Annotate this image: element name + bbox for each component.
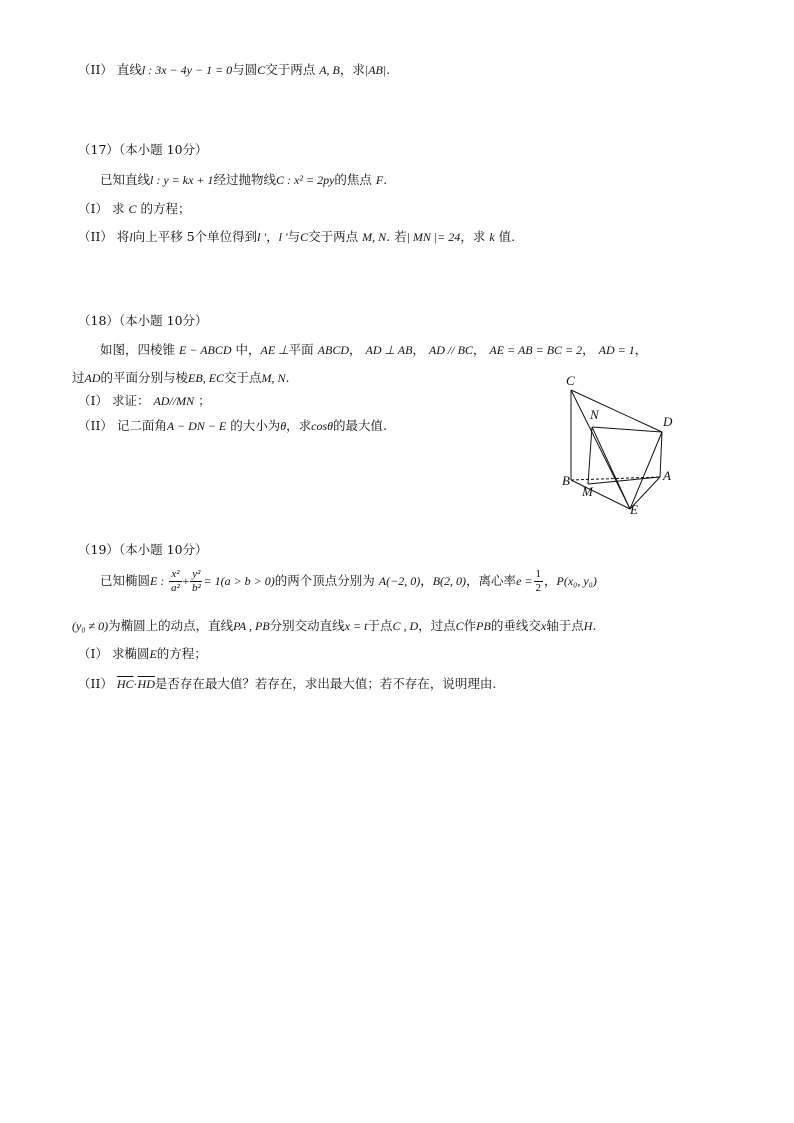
math: AD ⊥ AB (365, 343, 413, 357)
math: E (149, 647, 157, 661)
segment-ma (588, 477, 660, 484)
math: C (128, 202, 137, 216)
text: 直线 (116, 62, 142, 77)
label-d: D (663, 414, 673, 429)
text: 已知椭圆 (100, 573, 151, 588)
line-equation: l : y = kx + 1 (150, 173, 214, 187)
q19-header: （19）（本小题 10分） (78, 542, 208, 557)
text: 交于点 (224, 370, 262, 385)
math: AE = AB = BC = 2 (489, 343, 583, 357)
text: 的大小为 (230, 418, 281, 433)
part-tag: （I） (78, 201, 108, 216)
circle-name: C (257, 63, 266, 77)
text: ， (349, 342, 362, 357)
math: EB, EC (188, 371, 225, 385)
q18-part1 (78, 393, 211, 409)
math: ABCD (317, 343, 350, 357)
numerator: x² (171, 568, 180, 580)
text: 求 (111, 201, 125, 216)
q19-part1 (78, 646, 207, 662)
segment-ne (592, 427, 630, 509)
dot-operator: · (133, 677, 138, 691)
text: 的焦点 (334, 172, 372, 187)
text: ，求 (286, 418, 312, 433)
text: . (285, 370, 290, 385)
label-a: A (663, 468, 671, 483)
math: k (489, 230, 495, 244)
text: ， (266, 229, 279, 244)
math: x = t (344, 619, 368, 633)
math: l ′ (257, 230, 267, 244)
text: 与圆 (232, 62, 258, 77)
q17-part2 (78, 229, 515, 245)
text: 的方程； (140, 201, 191, 216)
text: 求证： (111, 393, 150, 408)
text: 平面 (288, 342, 314, 357)
label-b: B (562, 473, 570, 488)
denominator: 2 (535, 582, 541, 594)
math: A(−2, 0) (378, 574, 421, 588)
math: B(2, 0) (432, 574, 467, 588)
text: 于点 (367, 618, 393, 633)
part-tag: （II） (78, 229, 113, 244)
label-n: N (590, 407, 599, 422)
text: . 若 (386, 229, 407, 244)
label-c: C (566, 373, 575, 388)
text: 中， (235, 342, 261, 357)
text: ， (472, 342, 486, 357)
pyramid-figure (548, 368, 694, 518)
text: ； (198, 393, 211, 408)
math: l ′ (278, 230, 288, 244)
points: A, B (319, 63, 340, 77)
q17-header: （17）（本小题 10分） (78, 142, 208, 157)
text: ， (420, 573, 433, 588)
segment-nm (588, 427, 592, 484)
math: | MN |= 24 (406, 230, 461, 244)
label-e: E (630, 502, 638, 517)
text: 是否存在最大值？若存在，求出最大值；若不存在，说明理由. (154, 676, 497, 691)
text: 的最大值. (333, 418, 387, 433)
q17-intro (100, 172, 387, 188)
text: ， (582, 342, 595, 357)
text: ， (412, 342, 425, 357)
text: 的平面分别与棱 (100, 370, 189, 385)
math: (y₀ ≠ 0) (72, 619, 109, 633)
vector-hc: $\overline{HC}$ (116, 677, 134, 691)
math: l (129, 230, 133, 244)
text: 经过抛物线 (213, 172, 277, 187)
text: ，求 (460, 229, 486, 244)
math: AE ⊥ (260, 343, 289, 357)
math: e = (516, 574, 533, 588)
q16-part2-line (78, 62, 390, 78)
fraction-y (190, 568, 202, 595)
text: 交于两点 (308, 229, 359, 244)
q18-header: （18）（本小题 10分） (78, 313, 208, 328)
part-tag: （II） (78, 62, 113, 77)
math: PA , PB (233, 619, 270, 633)
text: 轴于点 (546, 618, 584, 633)
math: A − DN − E (166, 419, 227, 433)
segment-nd (592, 427, 662, 432)
math: H (583, 619, 593, 633)
text: 如图，四棱锥 (100, 342, 176, 357)
text: 的两个顶点分别为 (274, 573, 375, 588)
chord-length: |AB| (364, 63, 387, 77)
fraction-x (169, 568, 181, 595)
text: 将 (116, 229, 130, 244)
text: ， (544, 573, 557, 588)
edge-de (630, 432, 662, 509)
math: θ (280, 419, 287, 433)
part-tag: （I） (78, 646, 108, 661)
q19-part2 (78, 676, 496, 692)
q18-part2 (78, 418, 387, 434)
math: PB (476, 619, 491, 633)
text: 与 (287, 229, 301, 244)
text: 作 (463, 618, 477, 633)
denominator: b² (191, 582, 201, 594)
plus-sign: + (182, 574, 190, 588)
math: M, N (362, 230, 387, 244)
text: 过 (72, 370, 85, 385)
math: P(x₀, y₀) (556, 574, 597, 588)
text: 的方程； (156, 646, 207, 661)
math: AD (84, 371, 101, 385)
q19-line1 (100, 566, 597, 596)
math: AD//MN (153, 394, 195, 408)
math: M, N (261, 371, 286, 385)
math: C (455, 619, 464, 633)
text: 向上平移 5个单位得到 (132, 229, 258, 244)
q18-line2 (72, 370, 290, 386)
focus: F (375, 173, 384, 187)
parabola-equation: C : x² = 2py (276, 173, 335, 187)
line-equation: l : 3x − 4y − 1 = 0 (141, 63, 233, 77)
part-tag: （II） (78, 676, 113, 691)
text: 值. (498, 229, 516, 244)
math: E : (150, 574, 165, 588)
vector-hd: $\overline{HD}$ (137, 677, 155, 691)
text: 记二面角 (116, 418, 167, 433)
text: ，过点 (418, 618, 456, 633)
denominator: a² (171, 582, 180, 594)
part-tag: （I） (78, 393, 108, 408)
text: . (383, 172, 388, 187)
label-m: M (582, 484, 593, 499)
text: 为椭圆上的动点，直线 (108, 618, 234, 633)
q18-line1 (100, 342, 647, 358)
fraction-half (534, 568, 544, 595)
q19-line2 (72, 618, 596, 634)
math: E − ABCD (179, 343, 232, 357)
edge-da (660, 432, 662, 477)
text: 分别交动直线 (269, 618, 345, 633)
text: 求椭圆 (111, 646, 150, 661)
q17-part1 (78, 201, 190, 217)
math: = 1(a > b > 0) (203, 574, 275, 588)
part-tag: （II） (78, 418, 113, 433)
text: 已知直线 (100, 172, 151, 187)
text: . (592, 618, 597, 633)
text: 的垂线交 (490, 618, 541, 633)
numerator: 1 (535, 568, 541, 580)
edge-ce (571, 390, 630, 509)
math: C (300, 230, 309, 244)
text: ， (634, 342, 648, 357)
text: 交于两点 (265, 62, 316, 77)
math: AD = 1 (598, 343, 635, 357)
text: ，求 (339, 62, 365, 77)
edge-be (571, 480, 630, 509)
numerator: y² (192, 568, 201, 580)
text: ，离心率 (466, 573, 517, 588)
edge-cd (571, 390, 662, 432)
math: x (540, 619, 547, 633)
math: cosθ (311, 419, 334, 433)
math: C , D (392, 619, 419, 633)
math: AD // BC (428, 343, 473, 357)
text: . (386, 62, 391, 77)
